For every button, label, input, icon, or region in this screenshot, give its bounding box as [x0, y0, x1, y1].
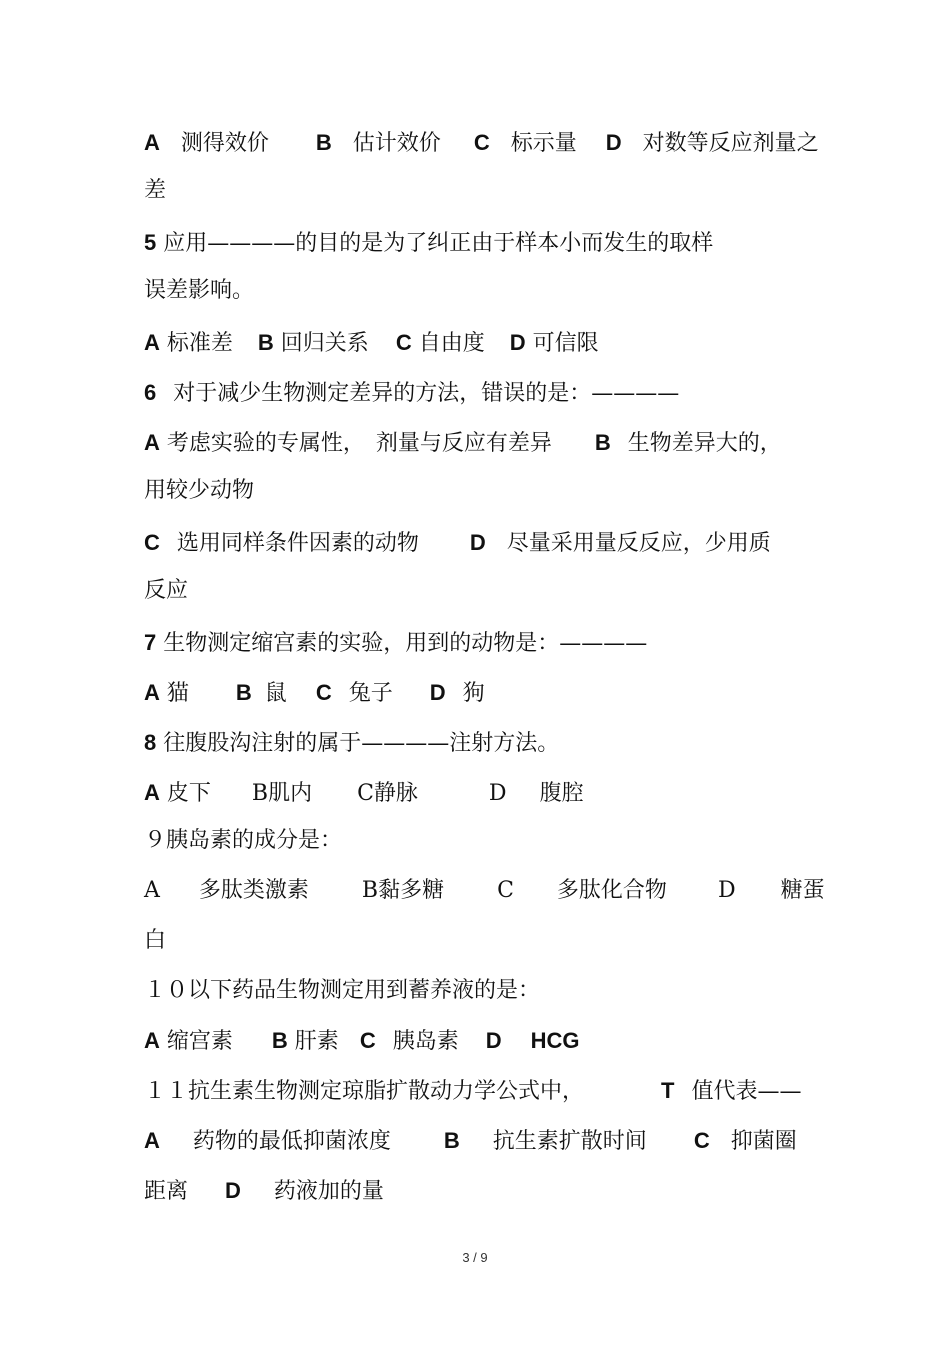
- q7-opt-c-letter: C: [315, 680, 332, 705]
- q8-options: [144, 778, 810, 809]
- q7-opt-b-letter: B: [235, 680, 252, 705]
- q7-opt-a-text: 猫: [166, 681, 189, 706]
- q4-opt-b-text: 估计效价: [352, 131, 441, 156]
- q7-opt-b-text: 鼠: [264, 681, 287, 706]
- q11-opt-c-letter: C: [693, 1128, 710, 1153]
- q5-number: 5: [144, 230, 157, 255]
- q5-stem: 应用————的目的是为了纠正由于样本小而发生的取样: [163, 231, 714, 256]
- q10-opt-b-letter: B: [271, 1028, 288, 1053]
- q8-opt-b: B肌内: [251, 781, 313, 806]
- q8-opt-a-text: 皮下: [166, 781, 211, 806]
- q5-opt-c-text: 自由度: [418, 331, 485, 356]
- page-number: 3 / 9: [462, 1250, 488, 1265]
- q6-opt-c-letter: C: [144, 530, 160, 555]
- q7-opt-a-letter: A: [144, 680, 160, 705]
- q6-opt-b-letter: B: [594, 430, 611, 455]
- q11-stem: １１抗生素生物测定琼脂扩散动力学公式中，: [144, 1079, 585, 1104]
- q10-options: [144, 1026, 810, 1057]
- q6-opt-c-text: 选用同样条件因素的动物: [176, 531, 419, 556]
- q7-options: [144, 678, 810, 709]
- q6-stem-line: [144, 378, 810, 409]
- q11-opt-a-letter: A: [144, 1128, 160, 1153]
- q4-opt-a-text: 测得效价: [180, 131, 269, 156]
- q9-opt-c-text: 多肽化合物: [556, 878, 667, 903]
- q7-number: 7: [144, 630, 157, 655]
- q5-opt-a-text: 标准差: [166, 331, 233, 356]
- q6-opt-a-text: 考虑实验的专属性， 剂量与反应有差异: [166, 431, 552, 456]
- q6-opt-d-cont: 反应: [144, 578, 189, 603]
- q7-opt-d-text: 狗: [462, 681, 485, 706]
- q10-opt-a-letter: A: [144, 1028, 160, 1053]
- q7-stem-line: [144, 628, 810, 659]
- q4-opt-d-cont: 差: [144, 178, 167, 203]
- q11-options-d: [144, 1176, 810, 1207]
- q4-opt-a-letter: A: [144, 130, 160, 155]
- q10-opt-b-text: 肝素: [294, 1029, 339, 1054]
- q11-options-abc: [144, 1126, 810, 1157]
- q11-opt-d-letter: D: [225, 1178, 241, 1203]
- q11-opt-c-cont: 距离: [144, 1179, 189, 1204]
- q9-opt-d-text: 糖蛋: [780, 878, 825, 903]
- q7-stem: 生物测定缩宫素的实验，用到的动物是：————: [163, 631, 648, 656]
- q11-opt-a-text: 药物的最低抑菌浓度: [192, 1129, 391, 1154]
- q6-opt-b-text: 生物差异大的，: [627, 431, 782, 456]
- q8-opt-c: C静脉: [357, 781, 418, 806]
- q11-opt-b-text: 抗生素扩散时间: [492, 1129, 647, 1154]
- q9-options: [144, 876, 825, 906]
- q5-opt-b-text: 回归关系: [280, 331, 369, 356]
- q7-opt-c-text: 兔子: [348, 681, 393, 706]
- q5-stem-cont: 误差影响。: [144, 278, 255, 303]
- q5-opt-a-letter: A: [144, 330, 160, 355]
- q4-options: [144, 128, 819, 159]
- q5-stem-line: [144, 228, 810, 259]
- q11-stem-line: [144, 1076, 810, 1107]
- q9-opt-d-letter: D: [717, 878, 736, 903]
- q10-stem: １０以下药品生物测定用到蓄养液的是：: [144, 978, 541, 1003]
- q9-opt-b: B黏多糖: [361, 878, 445, 903]
- q7-opt-d-letter: D: [429, 680, 446, 705]
- q9-opt-a-text: 多肽类激素: [198, 878, 309, 903]
- q10-opt-a-text: 缩宫素: [166, 1029, 233, 1054]
- q11-opt-d-text: 药液加的量: [273, 1179, 384, 1204]
- q8-stem-line: [144, 728, 810, 759]
- q9-opt-d-cont: 白: [144, 928, 167, 953]
- q8-opt-d-text: 腹腔: [539, 781, 584, 806]
- q11-opt-b-letter: B: [443, 1128, 460, 1153]
- q5-opt-d-text: 可信限: [532, 331, 599, 356]
- q6-opt-a-letter: A: [144, 430, 160, 455]
- q4-opt-c-letter: C: [473, 130, 490, 155]
- q11-t-letter: T: [661, 1078, 675, 1103]
- q6-opt-d-text: 尽量采用量反反应，少用质: [506, 531, 771, 556]
- q11-t-text: 值代表——: [691, 1079, 802, 1104]
- q10-opt-c-letter: C: [359, 1028, 376, 1053]
- q5-opt-b-letter: B: [257, 330, 274, 355]
- q6-options-ab: [144, 428, 810, 459]
- q6-stem: 对于减少生物测定差异的方法，错误的是：————: [173, 381, 680, 406]
- q5-opt-c-letter: C: [395, 330, 412, 355]
- q5-opt-d-letter: D: [509, 330, 526, 355]
- q9-opt-c-letter: C: [497, 878, 514, 903]
- q8-opt-d-letter: D: [488, 781, 507, 806]
- q4-opt-d-text: 对数等反应剂量之: [642, 131, 819, 156]
- q6-number: 6: [144, 380, 157, 405]
- q4-opt-c-text: 标示量: [510, 131, 577, 156]
- q10-opt-d-text: HCG: [530, 1028, 580, 1053]
- q9-stem: ９胰岛素的成分是：: [144, 828, 343, 853]
- q10-opt-c-text: 胰岛素: [392, 1029, 459, 1054]
- q8-stem: 往腹股沟注射的属于————注射方法。: [163, 731, 560, 756]
- q9-opt-a-letter: A: [144, 878, 160, 903]
- q5-options: [144, 328, 810, 359]
- q8-opt-a-letter: A: [144, 780, 160, 805]
- q11-opt-c-text: 抑菌圈: [730, 1129, 797, 1154]
- q6-opt-d-letter: D: [469, 530, 486, 555]
- q6-opt-b-cont: 用较少动物: [144, 478, 255, 503]
- q6-options-cd: [144, 528, 810, 559]
- q8-number: 8: [144, 730, 157, 755]
- q4-opt-b-letter: B: [315, 130, 332, 155]
- q4-opt-d-letter: D: [605, 130, 622, 155]
- q10-opt-d-letter: D: [485, 1028, 502, 1053]
